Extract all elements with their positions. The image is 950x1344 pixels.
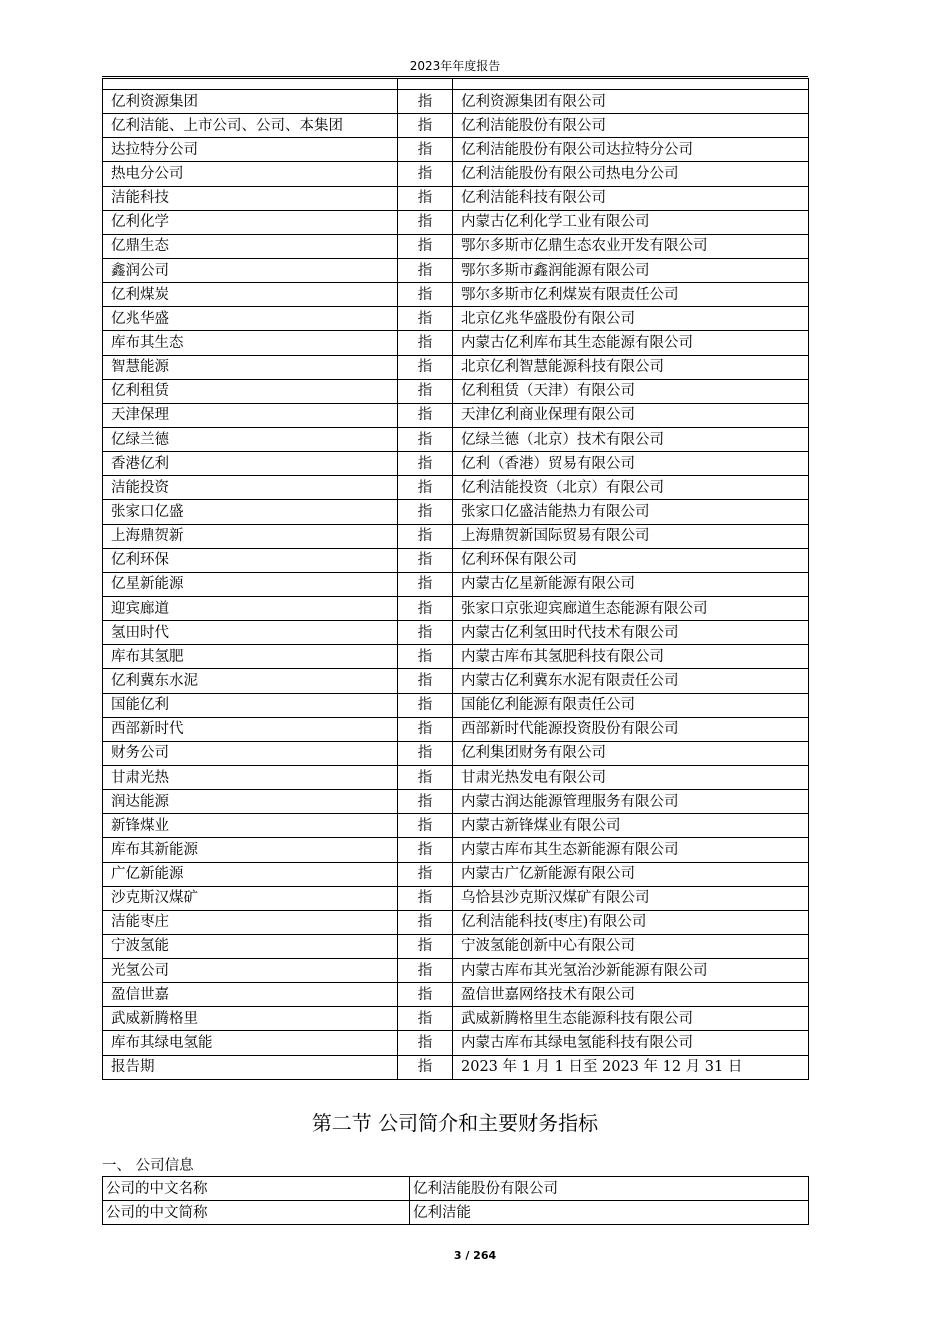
definition-row: [103, 886, 809, 910]
definition-meaning: 北京亿兆华盛股份有限公司: [453, 307, 809, 331]
definition-connector: 指: [398, 621, 453, 645]
definition-term: 亿鼎生态: [103, 234, 398, 258]
definition-row: [103, 645, 809, 669]
definition-connector: 指: [398, 186, 453, 210]
definition-row: [103, 1007, 809, 1031]
definition-term: 西部新时代: [103, 717, 398, 741]
definition-meaning: 宁波氢能创新中心有限公司: [453, 934, 809, 958]
definition-connector: 指: [398, 790, 453, 814]
definition-connector: 指: [398, 210, 453, 234]
definition-connector: 指: [398, 283, 453, 307]
definition-connector: 指: [398, 983, 453, 1007]
definition-row: [103, 427, 809, 451]
company-info-value: 亿利洁能股份有限公司: [410, 1177, 809, 1201]
definition-term: 沙克斯汉煤矿: [103, 886, 398, 910]
definition-meaning: 内蒙古库布其光氢治沙新能源有限公司: [453, 959, 809, 983]
definition-connector: 指: [398, 1007, 453, 1031]
definition-meaning: 甘肃光热发电有限公司: [453, 765, 809, 789]
definition-term: 亿星新能源: [103, 572, 398, 596]
definition-row: [103, 983, 809, 1007]
definition-row: [103, 548, 809, 572]
definition-row: [103, 452, 809, 476]
definition-term: 天津保理: [103, 403, 398, 427]
definition-meaning: 鄂尔多斯市亿利煤炭有限责任公司: [453, 283, 809, 307]
definition-meaning: 上海鼎贺新国际贸易有限公司: [453, 524, 809, 548]
definition-connector: 指: [398, 355, 453, 379]
definition-connector: 指: [398, 452, 453, 476]
definition-term: 亿利环保: [103, 548, 398, 572]
definition-meaning: 内蒙古库布其绿电氢能科技有限公司: [453, 1031, 809, 1055]
definition-connector: 指: [398, 934, 453, 958]
header-rule: [102, 76, 808, 77]
definition-meaning: 内蒙古新锋煤业有限公司: [453, 814, 809, 838]
definition-meaning: 亿利洁能科技有限公司: [453, 186, 809, 210]
definition-row: [103, 500, 809, 524]
definition-meaning: 内蒙古润达能源管理服务有限公司: [453, 790, 809, 814]
definition-term: 热电分公司: [103, 162, 398, 186]
definition-connector: 指: [398, 1055, 453, 1079]
definition-row: [103, 934, 809, 958]
definition-row: [103, 355, 809, 379]
definition-term: 达拉特分公司: [103, 138, 398, 162]
definition-meaning: 内蒙古库布其氢肥科技有限公司: [453, 645, 809, 669]
definition-row: [103, 814, 809, 838]
definition-term: 洁能枣庄: [103, 910, 398, 934]
company-info-row: [103, 1201, 809, 1225]
definition-connector: 指: [398, 331, 453, 355]
definition-term: 亿兆华盛: [103, 307, 398, 331]
definition-term: 宁波氢能: [103, 934, 398, 958]
definition-meaning: 内蒙古亿星新能源有限公司: [453, 572, 809, 596]
definition-connector: 指: [398, 669, 453, 693]
company-info-label: 公司的中文简称: [103, 1201, 410, 1225]
definitions-table: [102, 78, 809, 1080]
definition-row: [103, 596, 809, 620]
definition-row: [103, 717, 809, 741]
definition-meaning: 亿利洁能股份有限公司: [453, 114, 809, 138]
definition-row: [103, 476, 809, 500]
definition-term: 库布其氢肥: [103, 645, 398, 669]
definition-term: 国能亿利: [103, 693, 398, 717]
definition-term: 库布其生态: [103, 331, 398, 355]
definition-row: [103, 331, 809, 355]
definition-term: 库布其新能源: [103, 838, 398, 862]
definition-term: 香港亿利: [103, 452, 398, 476]
page-number: 3 / 264: [453, 1249, 497, 1262]
definition-meaning: 乌恰县沙克斯汉煤矿有限公司: [453, 886, 809, 910]
definition-connector: 指: [398, 476, 453, 500]
definition-term: 亿利资源集团: [103, 90, 398, 114]
definition-meaning: 亿利集团财务有限公司: [453, 741, 809, 765]
page-header: 2023年年度报告: [409, 59, 501, 73]
definition-connector: 指: [398, 886, 453, 910]
definition-term: 光氢公司: [103, 959, 398, 983]
definition-term: 武威新腾格里: [103, 1007, 398, 1031]
definition-term: 亿利洁能、上市公司、公司、本集团: [103, 114, 398, 138]
definition-row: [103, 910, 809, 934]
definition-term: 库布其绿电氢能: [103, 1031, 398, 1055]
definition-row: [103, 90, 809, 114]
definition-connector: 指: [398, 90, 453, 114]
definition-meaning: 盈信世嘉网络技术有限公司: [453, 983, 809, 1007]
definition-meaning: 内蒙古亿利化学工业有限公司: [453, 210, 809, 234]
definition-row: [103, 403, 809, 427]
definition-meaning: 内蒙古广亿新能源有限公司: [453, 862, 809, 886]
definition-row: [103, 621, 809, 645]
definition-connector: 指: [398, 114, 453, 138]
definition-meaning: 亿利洁能投资（北京）有限公司: [453, 476, 809, 500]
definition-meaning: 内蒙古亿利冀东水泥有限责任公司: [453, 669, 809, 693]
definition-row: [103, 1031, 809, 1055]
definition-term: 亿利冀东水泥: [103, 669, 398, 693]
definition-term: 智慧能源: [103, 355, 398, 379]
definition-term: 亿利租赁: [103, 379, 398, 403]
definition-meaning: 西部新时代能源投资股份有限公司: [453, 717, 809, 741]
section-title: 第二节 公司简介和主要财务指标: [311, 1111, 599, 1135]
definition-meaning: 2023 年 1 月 1 日至 2023 年 12 月 31 日: [453, 1055, 809, 1079]
definition-row: [103, 258, 809, 282]
definition-connector: 指: [398, 307, 453, 331]
definition-row: [103, 283, 809, 307]
definition-connector: 指: [398, 1031, 453, 1055]
definition-row: [103, 138, 809, 162]
definition-meaning: 天津亿利商业保理有限公司: [453, 403, 809, 427]
definition-term: 氢田时代: [103, 621, 398, 645]
definition-term: 亿利煤炭: [103, 283, 398, 307]
definition-connector: 指: [398, 959, 453, 983]
definition-meaning: 亿利（香港）贸易有限公司: [453, 452, 809, 476]
definition-meaning: 亿利租赁（天津）有限公司: [453, 379, 809, 403]
definition-term: 迎宾廊道: [103, 596, 398, 620]
definition-connector: 指: [398, 234, 453, 258]
definition-connector: 指: [398, 162, 453, 186]
definition-connector: 指: [398, 645, 453, 669]
definition-connector: 指: [398, 693, 453, 717]
definition-term: 上海鼎贺新: [103, 524, 398, 548]
definition-connector: 指: [398, 258, 453, 282]
definition-row: [103, 307, 809, 331]
definition-term: 润达能源: [103, 790, 398, 814]
definition-connector: 指: [398, 862, 453, 886]
definition-row: [103, 790, 809, 814]
definition-meaning: 亿利洁能股份有限公司达拉特分公司: [453, 138, 809, 162]
definition-meaning: 亿利洁能科技(枣庄)有限公司: [453, 910, 809, 934]
definition-row: [103, 862, 809, 886]
definition-meaning: 张家口亿盛洁能热力有限公司: [453, 500, 809, 524]
definition-row: [103, 162, 809, 186]
definition-term: 亿绿兰德: [103, 427, 398, 451]
definition-meaning: 亿利洁能股份有限公司热电分公司: [453, 162, 809, 186]
definition-connector: 指: [398, 814, 453, 838]
definition-term: 盈信世嘉: [103, 983, 398, 1007]
definition-connector: 指: [398, 765, 453, 789]
definition-connector: 指: [398, 427, 453, 451]
definition-row: [103, 186, 809, 210]
definition-row: [103, 741, 809, 765]
definition-row: [103, 572, 809, 596]
definition-term: 广亿新能源: [103, 862, 398, 886]
definition-row: [103, 234, 809, 258]
definition-meaning: 亿绿兰德（北京）技术有限公司: [453, 427, 809, 451]
definition-term: 甘肃光热: [103, 765, 398, 789]
definition-meaning: 亿利资源集团有限公司: [453, 90, 809, 114]
definition-term: 财务公司: [103, 741, 398, 765]
definition-row: [103, 765, 809, 789]
definition-row: [103, 693, 809, 717]
definition-meaning: 鄂尔多斯市亿鼎生态农业开发有限公司: [453, 234, 809, 258]
definition-term: 亿利化学: [103, 210, 398, 234]
definition-row: [103, 669, 809, 693]
definition-meaning: 亿利环保有限公司: [453, 548, 809, 572]
definition-term: 洁能科技: [103, 186, 398, 210]
definition-row: [103, 379, 809, 403]
definition-term: 洁能投资: [103, 476, 398, 500]
definition-connector: 指: [398, 403, 453, 427]
definition-term: 张家口亿盛: [103, 500, 398, 524]
definition-connector: 指: [398, 548, 453, 572]
definition-meaning: 鄂尔多斯市鑫润能源有限公司: [453, 258, 809, 282]
definition-meaning: 张家口京张迎宾廊道生态能源有限公司: [453, 596, 809, 620]
definition-connector: 指: [398, 572, 453, 596]
company-info-row: [103, 1177, 809, 1201]
definition-row: [103, 1055, 809, 1079]
definition-row: [103, 114, 809, 138]
definition-connector: 指: [398, 717, 453, 741]
definition-connector: 指: [398, 138, 453, 162]
definition-row: [103, 838, 809, 862]
definition-connector: 指: [398, 741, 453, 765]
definition-connector: 指: [398, 379, 453, 403]
definition-connector: 指: [398, 596, 453, 620]
definition-meaning: 内蒙古亿利氢田时代技术有限公司: [453, 621, 809, 645]
definition-row: [103, 210, 809, 234]
company-info-value: 亿利洁能: [410, 1201, 809, 1225]
definition-connector: 指: [398, 838, 453, 862]
definition-meaning: 武威新腾格里生态能源科技有限公司: [453, 1007, 809, 1031]
definition-term: 报告期: [103, 1055, 398, 1079]
definition-row: [103, 959, 809, 983]
table-continuation-row: [103, 79, 809, 90]
definition-row: [103, 524, 809, 548]
definition-connector: 指: [398, 910, 453, 934]
company-info-table: [102, 1176, 809, 1225]
definition-meaning: 内蒙古库布其生态新能源有限公司: [453, 838, 809, 862]
definition-term: 鑫润公司: [103, 258, 398, 282]
definition-meaning: 北京亿利智慧能源科技有限公司: [453, 355, 809, 379]
definition-term: 新锋煤业: [103, 814, 398, 838]
definition-meaning: 国能亿利能源有限责任公司: [453, 693, 809, 717]
definition-connector: 指: [398, 524, 453, 548]
company-info-label: 公司的中文名称: [103, 1177, 410, 1201]
definition-connector: 指: [398, 500, 453, 524]
definition-meaning: 内蒙古亿利库布其生态能源有限公司: [453, 331, 809, 355]
subsection-heading: 一、 公司信息: [102, 1158, 194, 1174]
